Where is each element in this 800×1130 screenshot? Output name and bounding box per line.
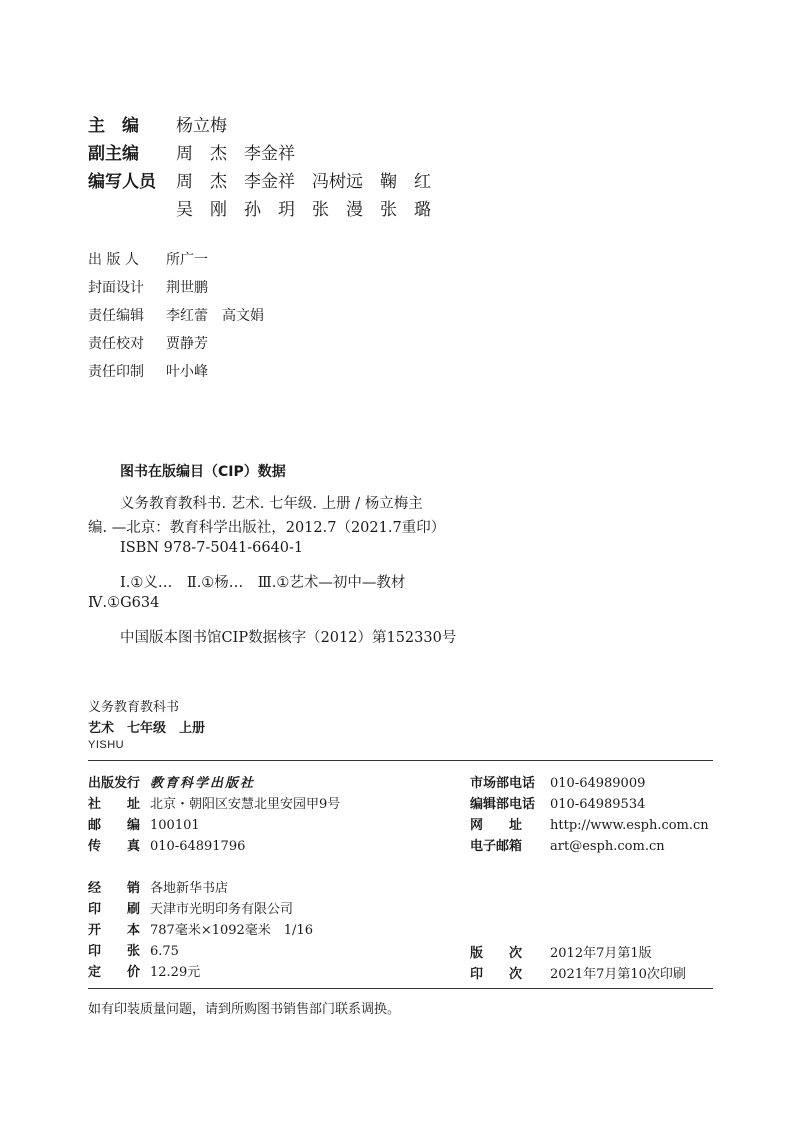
cip-line-4: Ⅰ.①义… Ⅱ.①杨… Ⅲ.①艺术—初中—教材 bbox=[120, 575, 406, 591]
pub-key: 邮 编 bbox=[88, 818, 141, 833]
credit-value: 周 杰 李金祥 bbox=[176, 144, 295, 164]
staff-printing bbox=[88, 361, 208, 381]
credit-label: 主 编 bbox=[88, 116, 139, 136]
pub-key: 网 址 bbox=[470, 818, 523, 833]
cip-record-number: 中国版本图书馆CIP数据核字（2012）第152330号 bbox=[120, 630, 457, 646]
credit-writers-line2: 吴 刚 孙 玥 张 漫 张 璐 bbox=[176, 200, 431, 220]
cip-line-5: Ⅳ.①G634 bbox=[88, 595, 160, 611]
pub-key: 市场部电话 bbox=[470, 776, 536, 791]
staff-editor-in-charge bbox=[88, 305, 264, 325]
pub-value: 010-64891796 bbox=[150, 839, 246, 854]
pub-value: 北京・朝阳区安慧北里安园甲9号 bbox=[150, 797, 341, 812]
credit-writers bbox=[88, 167, 431, 192]
cip-title: 图书在版编目（CIP）数据 bbox=[120, 464, 286, 480]
footer-note: 如有印装质量问题，请到所购图书销售部门联系调换。 bbox=[88, 1002, 401, 1017]
divider-top bbox=[88, 760, 713, 761]
pub-value: 2012年7月第1版 bbox=[550, 946, 652, 961]
credit-label: 编写人员 bbox=[88, 172, 156, 192]
print-row-sheets bbox=[88, 940, 179, 959]
staff-label: 责任校对 bbox=[88, 336, 144, 352]
staff-value: 荆世鹏 bbox=[166, 280, 208, 296]
cip-isbn: ISBN 978-7-5041-6640-1 bbox=[120, 540, 304, 556]
pub-value: 010-64989534 bbox=[550, 797, 646, 812]
pub-value: 787毫米×1092毫米 1/16 bbox=[150, 923, 313, 938]
email-link[interactable]: art@esph.com.cn bbox=[550, 839, 665, 854]
pub-key: 编辑部电话 bbox=[470, 797, 536, 812]
pub-key: 印 刷 bbox=[88, 902, 141, 917]
pub-row-publisher bbox=[88, 772, 255, 791]
credit-chief-editor bbox=[88, 111, 227, 136]
staff-proofreader bbox=[88, 333, 208, 353]
print-row-impression bbox=[470, 963, 686, 982]
pub-value: 100101 bbox=[150, 818, 200, 833]
credit-deputy-editor bbox=[88, 139, 295, 164]
staff-publisher bbox=[88, 249, 208, 269]
pub-row-address bbox=[88, 793, 340, 812]
pub-key: 电子邮箱 bbox=[470, 839, 523, 854]
pub-key: 传 真 bbox=[88, 839, 141, 854]
book-pinyin: YISHU bbox=[88, 739, 125, 751]
print-row-printer bbox=[88, 898, 293, 917]
pub-row-email bbox=[470, 835, 665, 854]
pub-key: 定 价 bbox=[88, 965, 141, 980]
print-row-edition bbox=[470, 942, 652, 961]
staff-cover-design bbox=[88, 277, 208, 297]
pub-key: 开 本 bbox=[88, 923, 141, 938]
staff-value: 叶小峰 bbox=[166, 364, 208, 380]
credit-value: 周 杰 李金祥 冯树远 鞠 红 bbox=[176, 172, 431, 192]
pub-row-editorial-phone bbox=[470, 793, 645, 812]
credit-value: 杨立梅 bbox=[176, 116, 227, 136]
staff-label: 封面设计 bbox=[88, 280, 144, 296]
staff-value: 所广一 bbox=[166, 252, 208, 268]
divider-bottom bbox=[88, 988, 713, 989]
pub-key: 出版发行 bbox=[88, 776, 141, 791]
print-row-format bbox=[88, 919, 313, 938]
book-series: 义务教育教科书 bbox=[88, 700, 180, 715]
pub-key: 印 张 bbox=[88, 944, 141, 959]
publisher-logo: 教育科学出版社 bbox=[150, 776, 256, 791]
pub-value: 2021年7月第10次印刷 bbox=[550, 967, 686, 982]
cip-line-2: 编. —北京：教育科学出版社，2012.7（2021.7重印） bbox=[88, 520, 446, 536]
pub-row-postcode bbox=[88, 814, 200, 833]
credit-label: 副主编 bbox=[88, 144, 139, 164]
pub-value: 010-64989009 bbox=[550, 776, 646, 791]
staff-value: 贾静芳 bbox=[166, 336, 208, 352]
print-row-distribution bbox=[88, 877, 228, 896]
website-link[interactable]: http://www.esph.com.cn bbox=[550, 818, 709, 833]
staff-label: 出 版 人 bbox=[88, 252, 139, 268]
pub-row-fax bbox=[88, 835, 245, 854]
staff-label: 责任印制 bbox=[88, 364, 144, 380]
pub-row-website bbox=[470, 814, 709, 833]
book-title: 艺术 七年级 上册 bbox=[88, 721, 206, 736]
print-row-price bbox=[88, 961, 200, 980]
pub-value: 6.75 bbox=[150, 944, 179, 959]
staff-label: 责任编辑 bbox=[88, 308, 144, 324]
pub-key: 版 次 bbox=[470, 946, 523, 961]
pub-key: 印 次 bbox=[470, 967, 523, 982]
cip-line-1: 义务教育教科书. 艺术. 七年级. 上册 / 杨立梅主 bbox=[120, 496, 423, 512]
pub-value: 12.29元 bbox=[150, 965, 201, 980]
pub-value: 天津市光明印务有限公司 bbox=[150, 902, 294, 917]
pub-key: 经 销 bbox=[88, 881, 141, 896]
pub-row-market-phone bbox=[470, 772, 645, 791]
pub-key: 社 址 bbox=[88, 797, 141, 812]
pub-value: 各地新华书店 bbox=[150, 881, 229, 896]
staff-value: 李红蕾 高文娟 bbox=[166, 308, 264, 324]
